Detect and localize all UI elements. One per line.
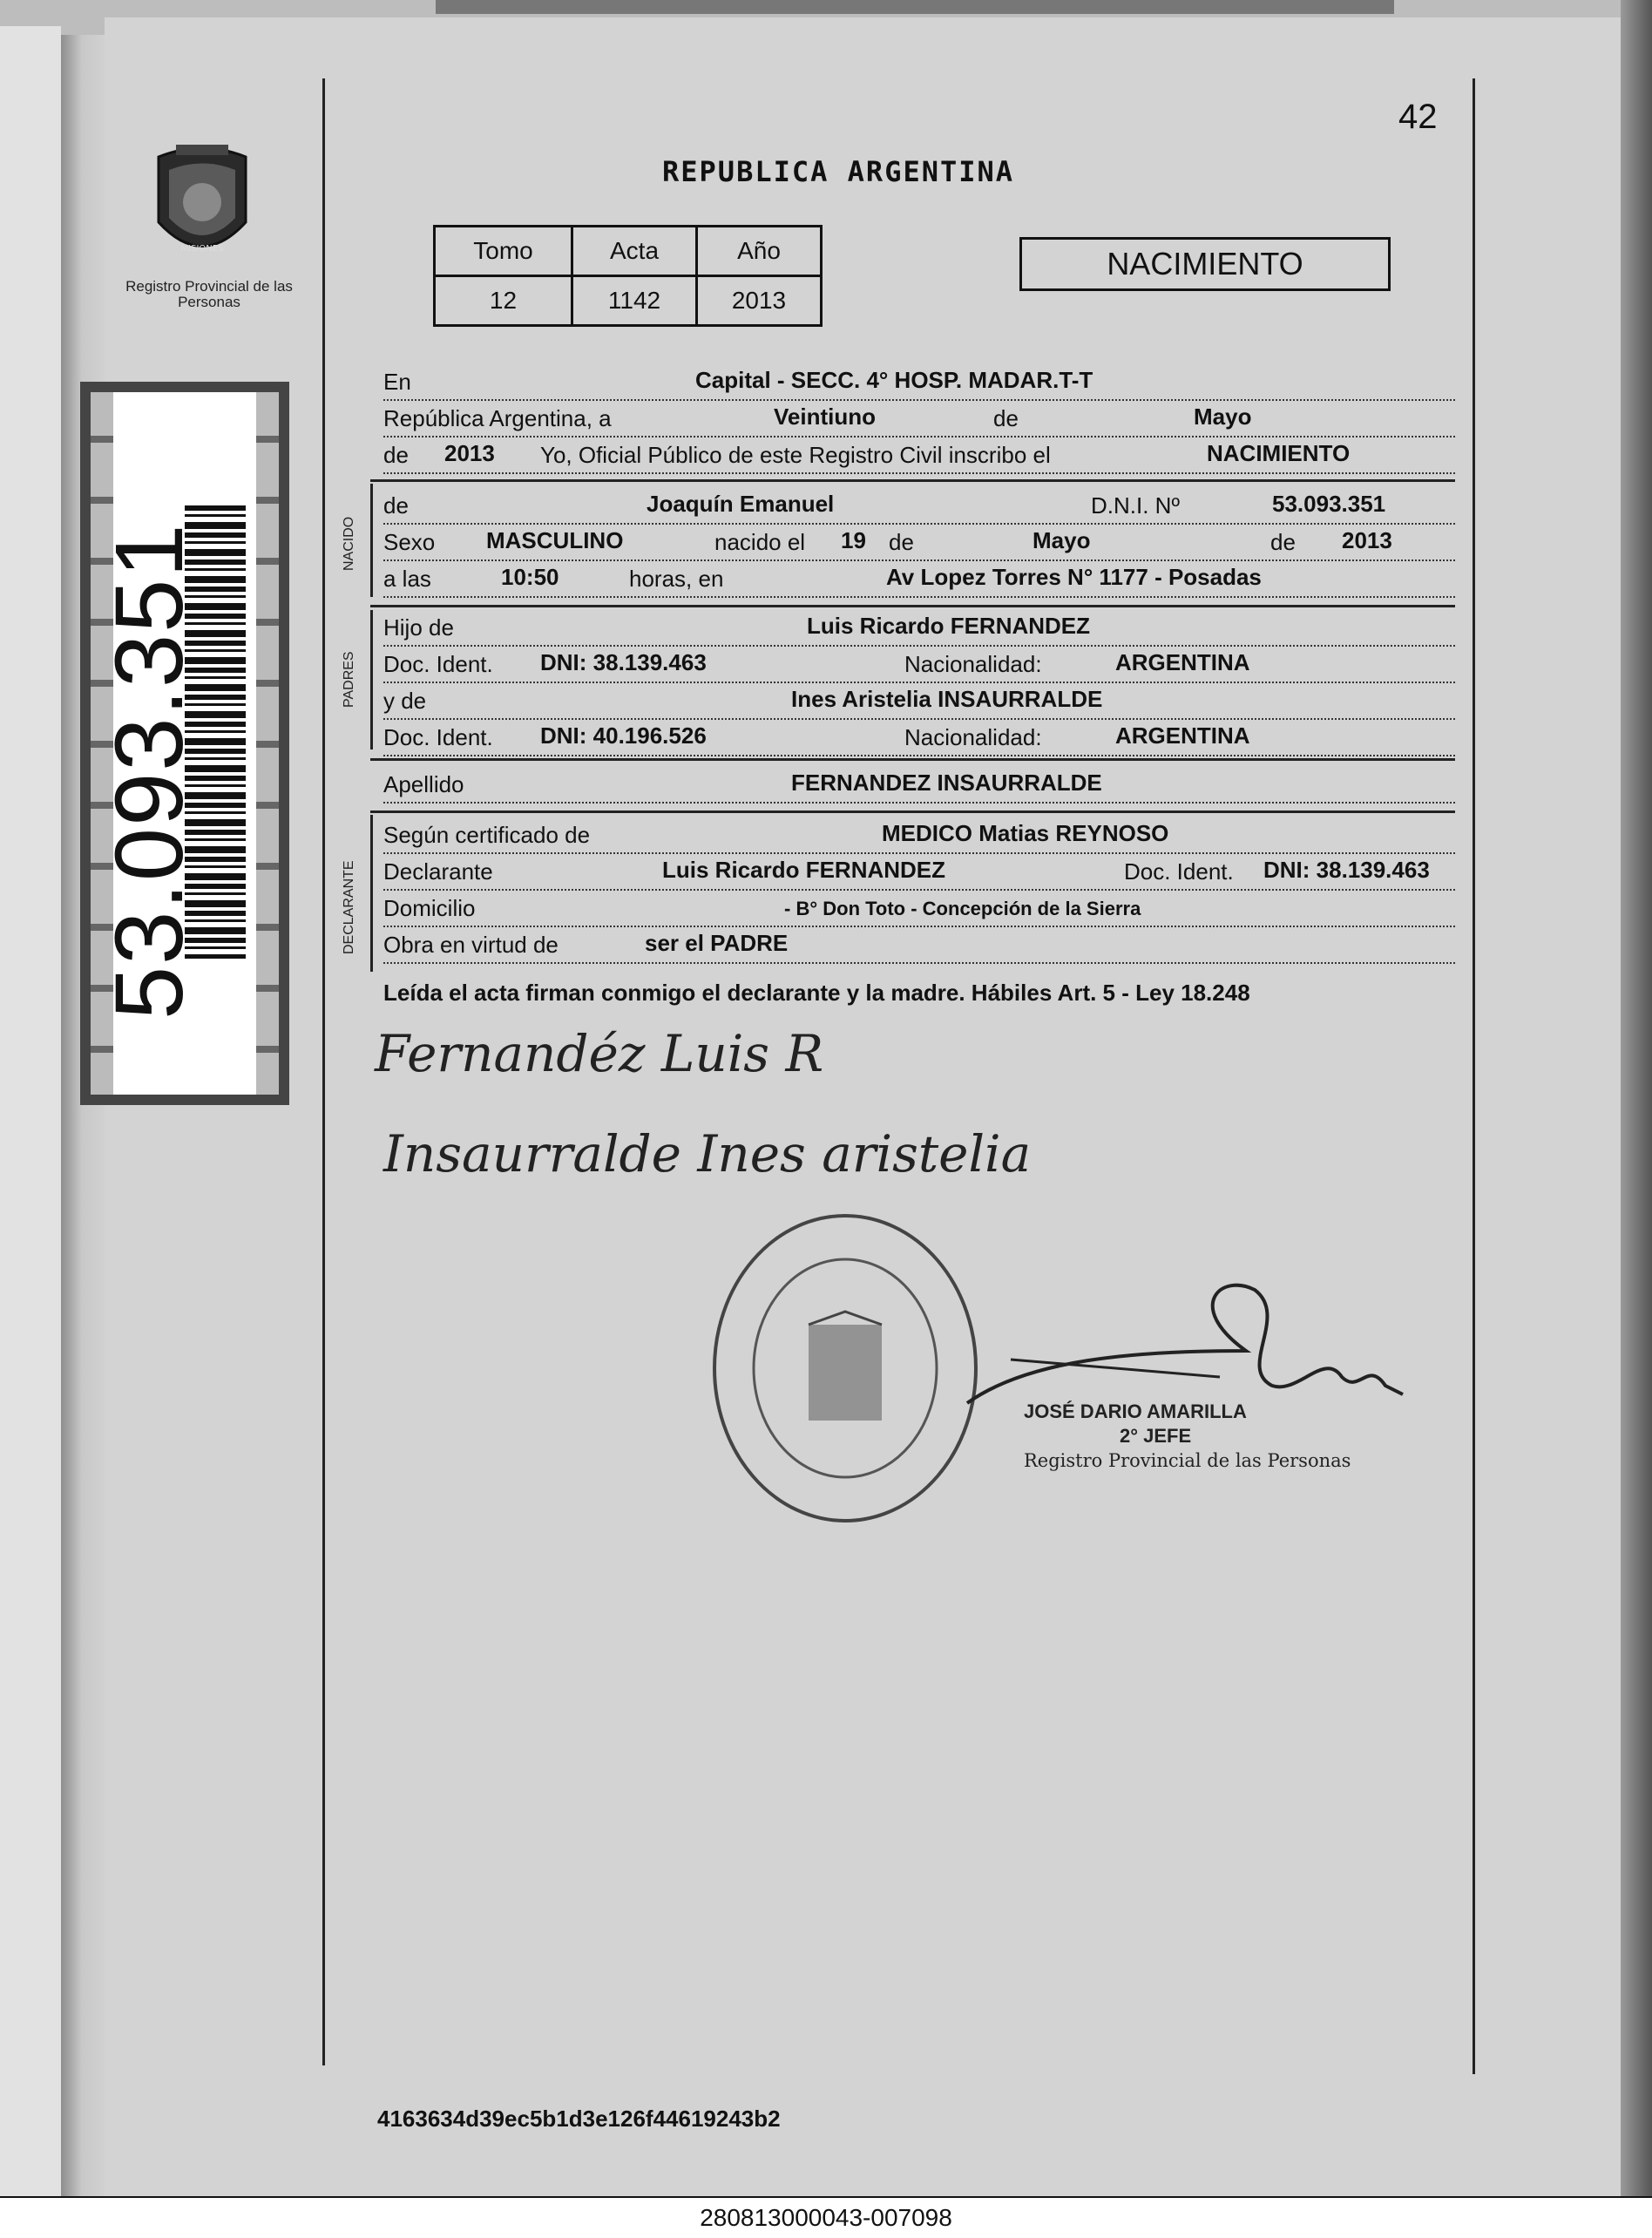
line-apellido [383, 767, 1455, 804]
right-margin-line [1473, 78, 1475, 2074]
label-domicilio: Domicilio [383, 895, 476, 921]
right-page-edge [1621, 0, 1652, 2196]
value-father-nationality: ARGENTINA [1115, 649, 1250, 675]
label-hijo: Hijo de [383, 614, 454, 641]
officer-block [1024, 1400, 1351, 1473]
document-title: REPUBLICA ARGENTINA [662, 155, 1015, 188]
officer-org: Registro Provincial de las Personas [1024, 1450, 1351, 1471]
value-mother-name: Ines Aristelia INSAURRALDE [791, 686, 1103, 712]
record-table-header-row [435, 227, 822, 276]
label-dni: D.N.I. Nº [1091, 492, 1180, 519]
record-table-header: Acta [572, 227, 697, 276]
label-nacionalidad: Nacionalidad: [904, 651, 1042, 677]
section-separator [370, 810, 1455, 813]
record-table-cell: 2013 [697, 276, 822, 326]
record-table-header: Año [697, 227, 822, 276]
line-republica [383, 401, 1455, 437]
value-birth-place: Av Lopez Torres N° 1177 - Posadas [886, 564, 1262, 590]
crest-text: MISIONES [180, 244, 224, 254]
label-nacionalidad: Nacionalidad: [904, 724, 1042, 750]
label-en: En [383, 369, 411, 395]
signature-declarant: Fernandéz Luis R [375, 1024, 824, 1083]
value-child-dni: 53.093.351 [1272, 491, 1386, 517]
label-republica: República Argentina, a [383, 405, 612, 431]
label-declarante: Declarante [383, 858, 493, 885]
label-de: de [1270, 529, 1296, 555]
legal-text: Leída el acta firman conmigo el declarante y la madre. Hábiles Art. 5 - Ley 18.248 [383, 980, 1250, 1006]
section-label-padres: PADRES [342, 651, 356, 708]
officer-title: 2° JEFE [1120, 1425, 1192, 1447]
label-de: de [383, 442, 409, 468]
label-de: de [383, 492, 409, 519]
document-id: 280813000043-007098 [0, 2198, 1652, 2238]
line-certificado [383, 817, 1455, 854]
label-doc: Doc. Ident. [1124, 858, 1234, 885]
province-crest-icon [150, 139, 254, 270]
label-apellido: Apellido [383, 771, 464, 797]
value-child-name: Joaquín Emanuel [647, 491, 835, 517]
section-label-nacido: NACIDO [342, 516, 356, 571]
label-doc: Doc. Ident. [383, 651, 493, 677]
line-mother-doc [383, 720, 1455, 756]
section-separator [370, 479, 1455, 482]
line-yde [383, 683, 1455, 720]
barcode-border-strip [256, 392, 279, 1095]
record-table-cell: 1142 [572, 276, 697, 326]
value-birth-month: Mayo [1032, 527, 1091, 553]
line-sexo [383, 525, 1455, 561]
record-type-box: NACIMIENTO [1019, 237, 1391, 291]
value-birth-day: 19 [841, 527, 866, 553]
page-number: 42 [1398, 98, 1438, 136]
value-birth-time: 10:50 [501, 564, 559, 590]
record-table [433, 225, 823, 327]
value-birth-year: 2013 [1342, 527, 1392, 553]
label-sexo: Sexo [383, 529, 436, 555]
line-nacido-name [383, 488, 1455, 525]
value-father-name: Luis Ricardo FERNANDEZ [807, 613, 1091, 639]
value-mother-doc: DNI: 40.196.526 [540, 722, 707, 749]
value-mother-nationality: ARGENTINA [1115, 722, 1250, 749]
section-separator [370, 605, 1455, 607]
label-alas: a las [383, 566, 431, 592]
record-table-header: Tomo [435, 227, 572, 276]
book-top-edge [436, 0, 1394, 14]
line-obra [383, 927, 1455, 964]
left-page-edge [0, 26, 61, 2196]
label-doc: Doc. Ident. [383, 724, 493, 750]
officer-name: JOSÉ DARIO AMARILLA [1024, 1400, 1247, 1422]
line-domicilio [383, 891, 1455, 927]
value-address: - B° Don Toto - Concepción de la Sierra [784, 898, 1141, 919]
document-hash: 4163634d39ec5b1d3e126f44619243b2 [377, 2106, 781, 2132]
official-seal-icon [706, 1203, 985, 1569]
document-page [105, 17, 1621, 2196]
label-de: de [889, 529, 914, 555]
barcode-number: 53.093.351 [96, 522, 203, 1020]
record-table-value-row [435, 276, 822, 326]
line-hora [383, 561, 1455, 598]
value-declarant-doc: DNI: 38.139.463 [1263, 857, 1430, 883]
value-place: Capital - SECC. 4° HOSP. MADAR.T-T [695, 367, 1093, 393]
value-sex: MASCULINO [486, 527, 624, 553]
line-father-doc [383, 647, 1455, 683]
label-de: de [993, 405, 1019, 431]
section-bar-padres [370, 610, 373, 749]
value-capacity: ser el PADRE [645, 930, 789, 956]
value-certificate: MEDICO Matias REYNOSO [882, 820, 1169, 846]
value-record-type: NACIMIENTO [1207, 440, 1351, 466]
line-inscribo [383, 437, 1455, 474]
record-table-cell: 12 [435, 276, 572, 326]
section-bar-nacido [370, 484, 373, 597]
value-declarant: Luis Ricardo FERNANDEZ [662, 857, 946, 883]
section-label-declarante: DECLARANTE [342, 860, 356, 954]
label-certificado: Según certificado de [383, 822, 591, 848]
label-inscribo: Yo, Oficial Público de este Registro Civil inscribo el [540, 442, 1051, 468]
line-declarante [383, 854, 1455, 891]
value-month: Mayo [1194, 404, 1252, 430]
registry-label: Registro Provincial de las Personas [125, 278, 293, 310]
signature-mother: Insaurralde Ines aristelia [383, 1124, 1032, 1183]
value-year: 2013 [444, 440, 495, 466]
label-yde: y de [383, 688, 427, 714]
value-surname: FERNANDEZ INSAURRALDE [791, 770, 1102, 796]
value-father-doc: DNI: 38.139.463 [540, 649, 707, 675]
margin-line [322, 78, 325, 2065]
label-nacido: nacido el [714, 529, 806, 555]
section-bar-declarante [370, 815, 373, 972]
label-horas: horas, en [629, 566, 724, 592]
value-day: Veintiuno [774, 404, 876, 430]
line-en [383, 364, 1455, 401]
section-separator [370, 758, 1455, 761]
line-hijo [383, 610, 1455, 647]
label-obra: Obra en virtud de [383, 932, 559, 958]
